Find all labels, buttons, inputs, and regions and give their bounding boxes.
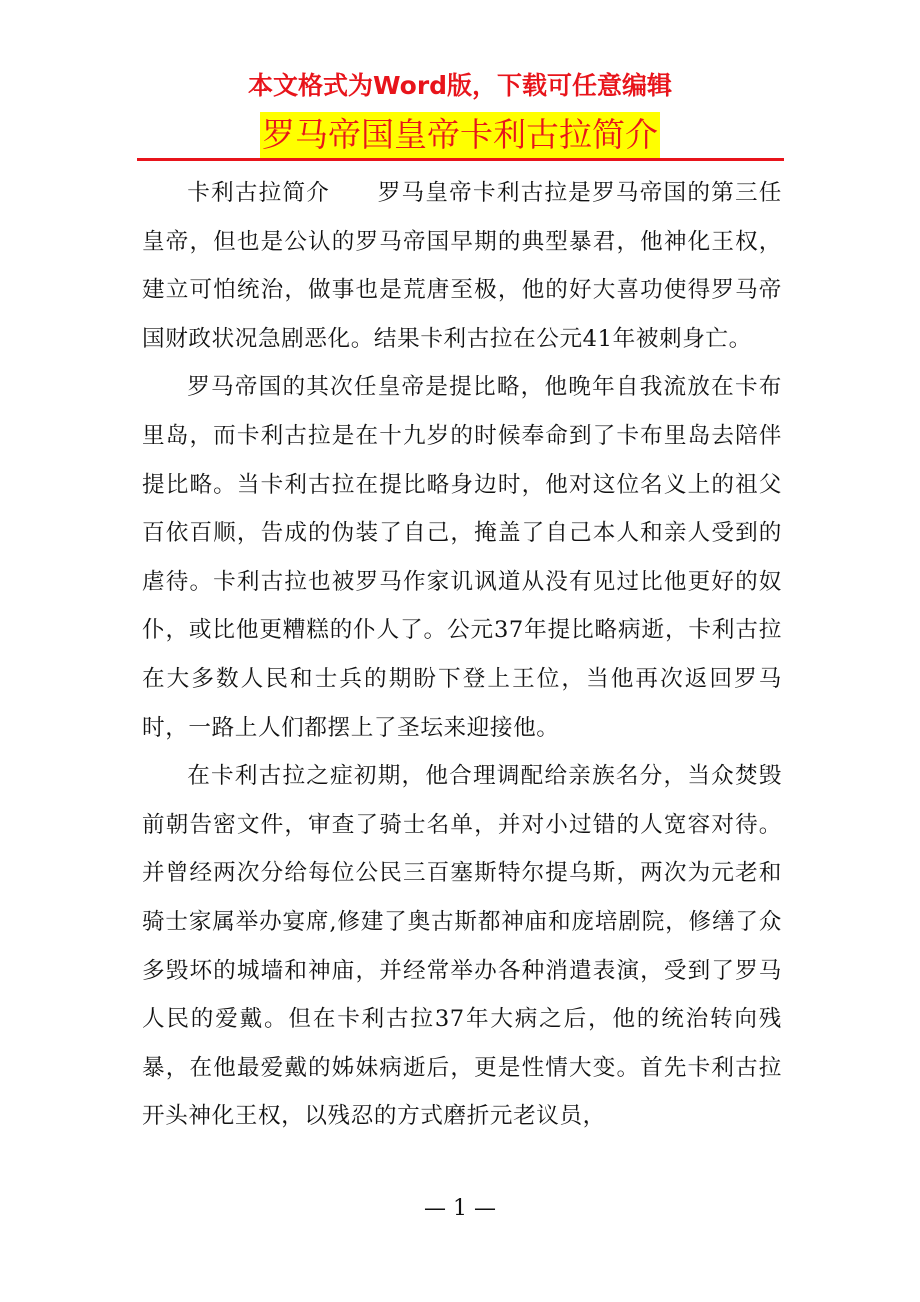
paragraph-1: 卡利古拉简介 罗马皇帝卡利古拉是罗马帝国的第三任皇帝，但也是公认的罗马帝国早期的典型暴君，他神化王权，建立可怕统治，做事也是荒唐至极，他的好大喜功使得罗马帝国财政状况急剧恶化。结果卡利古拉在公元41年被刺身亡。 bbox=[142, 180, 782, 352]
paragraph-2: 罗马帝国的其次任皇帝是提比略，他晚年自我流放在卡布里岛，而卡利古拉是在十九岁的时候奉命到了卡布里岛去陪伴提比略。当卡利古拉在提比略身边时，他对这位名义上的祖父百依百顺，告成的伪装了自己，掩盖了自己本人和亲人受到的虐待。卡利古拉也被罗马作家讥讽道从没有见过比他更好的奴仆，或比他更糟糕的仆人了。公元37年提比略病逝，卡利古拉在大多数人民和士兵的期盼下登上王位，当他再次返回罗马时，一路上人们都摆上了圣坛来迎接他。 bbox=[142, 374, 782, 741]
title-divider bbox=[137, 158, 784, 161]
document-title: 罗马帝国皇帝卡利古拉简介 bbox=[260, 112, 660, 158]
document-body bbox=[142, 169, 782, 1141]
word-format-notice: 本文格式为Word版，下载可任意编辑 bbox=[247, 71, 673, 100]
paragraph-3: 在卡利古拉之症初期，他合理调配给亲族名分，当众焚毁前朝告密文件，审查了骑士名单，并对小过错的人宽容对待。并曾经两次分给每位公民三百塞斯特尔提乌斯，两次为元老和骑士家属举办宴席,修建了奥古斯都神庙和庞培剧院，修缮了众多毁坏的城墙和神庙，并经常举办各种消遣表演，受到了罗马人民的爱戴。但在卡利古拉37年大病之后，他的统治转向残暴，在他最爱戴的姊妹病逝后，更是性情大变。首先卡利古拉开头神化王权，以残忍的方式磨折元老议员， bbox=[142, 763, 782, 1130]
title-container bbox=[0, 112, 920, 158]
page-number: — 1 — bbox=[424, 1196, 496, 1221]
